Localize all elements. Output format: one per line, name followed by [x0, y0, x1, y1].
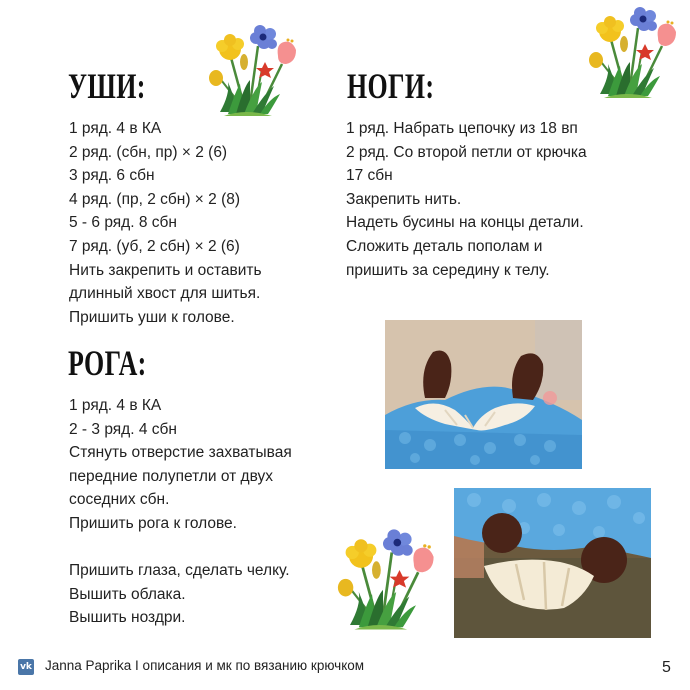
instruction-line: Пришить рога к голове. — [69, 514, 237, 532]
flower-illustration-top-right — [580, 6, 680, 101]
instruction-line: Вышить ноздри. — [69, 609, 186, 627]
section-title-ears: УШИ: — [68, 66, 146, 106]
instruction-line: 1 ряд. 4 в КА — [69, 397, 162, 414]
instruction-line: Закрепить нить. — [346, 190, 462, 208]
instruction-line: Вышить облака. — [69, 585, 186, 603]
flower-illustration-top-left — [200, 24, 300, 119]
instruction-line: 3 ряд. 6 сбн — [69, 167, 155, 185]
instruction-line: Стянуть отверстие захватывая — [69, 444, 292, 462]
instruction-line: пришить за середину к телу. — [346, 261, 550, 279]
instruction-line: Пришить глаза, сделать челку. — [69, 562, 290, 579]
footer-author: Janna Paprika I описания и мк по вязанию крючком — [45, 658, 365, 673]
instruction-line: Нить закрепить и оставить — [69, 261, 262, 279]
section-finishing-instructions — [69, 559, 290, 630]
instruction-line: соседних сбн. — [69, 491, 170, 509]
instruction-line: 2 ряд. (сбн, пр) × 2 (6) — [69, 143, 228, 161]
instruction-line: 5 - 6 ряд. 8 сбн — [69, 214, 177, 232]
instruction-line: 4 ряд. (пр, 2 сбн) × 2 (8) — [69, 190, 241, 208]
instruction-line: Надеть бусины на концы детали. — [346, 214, 584, 232]
instruction-line: 17 сбн — [346, 167, 393, 185]
instruction-line: 2 ряд. Со второй петли от крючка — [346, 143, 587, 161]
instruction-line: 7 ряд. (уб, 2 сбн) × 2 (6) — [69, 237, 240, 255]
page-number: 5 — [662, 659, 671, 676]
instruction-line: 1 ряд. Набрать цепочку из 18 вп — [346, 120, 578, 137]
vk-icon[interactable]: vk — [18, 659, 34, 675]
photo-horns — [385, 320, 582, 469]
instruction-line: Сложить деталь пополам и — [346, 237, 543, 255]
instruction-line: 1 ряд. 4 в КА — [69, 120, 162, 137]
flower-illustration-bottom — [328, 528, 438, 633]
section-ears-instructions — [69, 117, 262, 329]
photo-nostrils — [454, 488, 651, 638]
instruction-line: Пришить уши к голове. — [69, 308, 235, 326]
section-title-legs: НОГИ: — [347, 66, 435, 106]
instruction-line: 2 - 3 ряд. 4 сбн — [69, 420, 177, 438]
instruction-line: длинный хвост для шитья. — [69, 285, 261, 303]
instruction-line: передние полупетли от двух — [69, 467, 273, 485]
section-legs-instructions — [346, 117, 587, 282]
section-horns-instructions — [69, 394, 292, 536]
section-title-horns: РОГА: — [68, 343, 147, 383]
